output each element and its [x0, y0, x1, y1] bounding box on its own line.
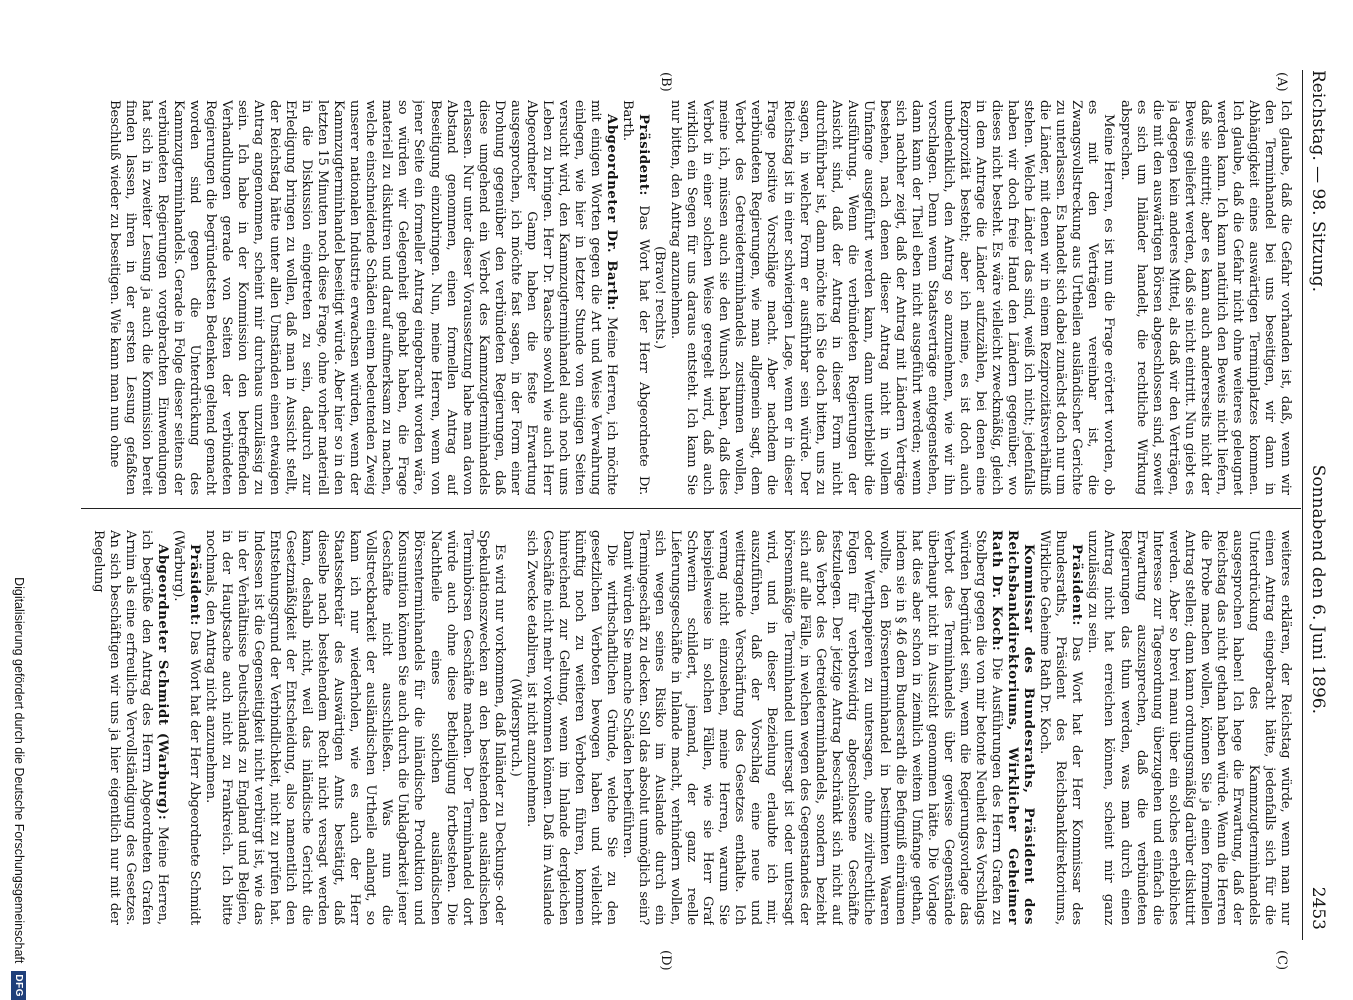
speech-text: Meine Herren, ich begrüße den Antrag des Herrn Abgeordneten Grafen Arnim als eine erfreuliche Vervollständigung des Gesetzes. An sich beschäftigen wir uns ja hier eigentlich nur mit der Regelung — [90, 530, 170, 925]
speaker-label: Abgeordneter Schmidt (Warburg): — [154, 544, 170, 821]
dfg-logo: DFG — [12, 971, 27, 1000]
speaker-label: Präsident: — [186, 544, 202, 627]
digitization-text: Digitalisierung gefördert durch die Deutsche Forschungsgemeinschaft — [12, 577, 26, 964]
margin-letter-d: (D) — [658, 950, 673, 971]
margin-letter-a: (A) — [1274, 72, 1289, 92]
right-column — [88, 530, 1293, 925]
paragraph: weiteres erklären, der Reichstag würde, wenn man nur einen Antrag eingebracht hätte, jedenfalls sich für die Unterdrückung des Kammzugterminhandels ausgesprochen haben! Ich hege die Erwartung, daß der Reichstag das nicht gethan haben würde. Wenn die Herren die Probe machen wollen, können Sie ja einen formellen Antrag stellen; dann kann ordnungsmäßig darüber diskutirt werden. Aber so brevi manu über ein solches erhebliches Interesse zur Tagesordnung überzugehen und einfach die Erwartung auszusprechen, daß die verbündeten Regierungen das thun werden, was man durch einen Antrag nicht hat erreichen können, scheint mir ganz unzulässig zu sein. — [1085, 530, 1293, 925]
speech-text: Das Wort hat der Herr Abgeordnete Dr. Barth. — [620, 100, 652, 495]
speaker-label: Präsident: — [1069, 544, 1085, 627]
speaker-paragraph — [170, 530, 202, 925]
speaker-label: Abgeordneter Dr. Barth: — [604, 114, 620, 311]
speech-text: Das Wort hat der Herr Kommissar des Bundesraths, Präsident des Reichsbankdirektoriums, Wirkliche Geheime Rath Dr. Koch. — [1037, 530, 1085, 925]
left-column — [88, 100, 1293, 495]
interjection: (Widerspruch.) — [507, 678, 523, 777]
speech-text: Das Wort hat der Herr Abgeordnete Schmidt (Warburg). — [170, 530, 202, 925]
speaker-paragraph — [619, 100, 651, 495]
running-head-left: Reichstag. — 98. Sitzung. — [1308, 70, 1328, 293]
speech-text: Meine Herren, ich möchte mit einigen Worten gegen die Art und Weise Verwahrung einlegen, wie hier in letzter Stunde von einigen Seiten versucht wird, den Kammzugterminhandel auch noch ums Leben zu bringen. Herr Dr. Paasche sowohl wie auch Herr Abgeordneter Gamp haben die feste Erwartung ausgesprochen, ich möchte fast sagen, in der Form einer Drohung gegenüber den verbündeten Regierungen, daß diese umgehend ein Verbot des Kammzugterminhandels erlassen. Nur unter dieser Voraussetzung habe man davon Abstand genommen, einen formellen Antrag auf Beseitigung einzubringen. Nun, meine Herren, wenn von jener Seite ein formeller Antrag eingebracht worden wäre, so würden wir Gelegenheit gehabt haben, die Frage materiell zu diskutiren und darauf aufmerksam zu machen, welche einschneidende Schäden einem bedeutenden Zweig unserer nationalen Industrie erwachsen würden, wenn der Kammzugterminhandel beseitigt würde. Aber hier so in den letzten 15 Minuten noch diese Frage, ohne vorher materiell in die Diskussion eingetreten zu sein, dadurch zur Erledigung bringen zu wollen, daß man in Aussicht stellt, der Reichstag hätte unter allen Umständen einen etwaigen Antrag angenommen, scheint mir durchaus unzulässig zu sein. Ich habe in der Kommission den betreffenden Verhandlungen gerade von Seiten der verbündeten Regierungen die begründetsten Bedenken geltend gemacht worden sind gegen die Unterdrückung des Kammzugterminhandels. Gerade in Folge dieser seitens der verbündeten Regierungen vorgebrachten Einwendungen hat sich in zweiter Lesung ja auch die Kommission bereit finden lassen, ihren in der ersten Lesung gefaßten Beschluß wieder zu beseitigen. Wie kann man nun ohne — [106, 100, 620, 495]
speaker-label: Kommissar des Bundesraths, Präsident des Reichsbankdirektoriums, Wirklicher Geheimer Rath Dr. Koch: — [989, 530, 1037, 925]
speaker-paragraph — [619, 530, 1036, 925]
paragraph: Die wirthschaftlichen Gründe, welche Sie zu den gesetzlichen Verboten bewogen haben und vielleicht künftig noch zu weiteren Verboten führen, kommen hinreichend zur Geltung, wenn im Inlande dergleichen Geschäfte nicht mehr vorkommen können. Daß im Auslande sich Zwecke etabliren, ist nicht anzunehmen. — [523, 530, 620, 925]
margin-letter-b: (B) — [658, 72, 673, 92]
speaker-paragraph — [1036, 530, 1084, 925]
margin-letter-c: (C) — [1274, 950, 1289, 971]
speaker-paragraph — [106, 100, 620, 495]
digitization-note — [7, 180, 31, 1000]
header-rule — [1302, 70, 1303, 940]
column-divider — [81, 508, 1301, 509]
paragraph: Es wird nur vorkommen, daß Inländer zu Deckungs- oder Spekulationszwecken an den bestehenden ausländischen Terminbörsen Geschäfte machen. Der Terminhandel dort würde auch ohne diese Betheiligung fortbestehen. Die Nachtheile eines solchen ausländischen Börsenterminhandels für die inländische Produktion und Konsumtion können Sie auch durch die Unklagbarkeit jener Geschäfte nicht ausschließen. Was nun die Vollstreckbarkeit der ausländischen Urtheile anlangt, so kann ich nur wiederholen, wie es auch der Herr Staatssekretär des Auswärtigen Amts bestätigt, daß dieselbe nach bestehendem Recht nicht versagt werden kann, deshalb nicht, weil das inländische Gericht die Gesetzmäßigkeit der Entscheidung, also namentlich den Entstehungsgrund der Verbindlichkeit, nicht zu prüfen hat. Indessen ist die Gegenseitigkeit nicht verbürgt ist, wie das in der Verhältnisse Deutschlands zu England und Belgien, in der Hauptsache auch nicht zu Frankreich. Ich bitte nochmals, den Antrag nicht anzunehmen. — [202, 530, 507, 925]
paragraph: Meine Herren, es ist nun die Frage erörtert worden, ob es mit den Verträgen vereinbar ist, die Zwangsvollstreckung aus Urtheilen ausländischer Gerichte zu unterlassen. Es handelt sich dabei zunächst doch nur um die Länder, mit denen wir in einem Reziprozitätsverhältniß stehen. Welche Länder das sind, weiß ich nicht; jedenfalls haben wir doch freie Hand den Ländern gegenüber, wo dieses nicht besteht. Es wäre vielleicht zweckmäßig, gleich in dem Antrage die Länder aufzuzählen, bei denen eine Reziprozität besteht; aber ich meine, es ist doch auch unbedenklich, den Antrag so anzunehmen, wie wir ihn vorschlagen. Denn wenn Staatsverträge entgegenstehen, dann kann der Theil eben nicht ausgeführt werden; wenn sich nachher zeigt, daß der Antrag mit Ländern Verträge bestehen, nach denen dieser Antrag nicht in vollem Umfange ausgeführt werden kann, dann unterbleibt die Ausführung. Wenn die verbündeten Regierungen der Ansicht sind, daß der Antrag in dieser Form nicht durchführbar ist, dann möchte ich Sie doch bitten, uns zu sagen, in welcher Form er ausführbar sein würde. Der Reichstag ist in einer schwierigen Lage, wenn er in dieser Frage positive Vorschläge macht. Aber nachdem die verbündeten Regierungen, wie man allgemein sagt, dem Verbot des Getreideterminhandels zustimmen wollen, meine ich, müssen auch sie den Wunsch haben, daß dies Verbot in einer solchen Weise geregelt wird, daß auch wirklich ein Segen für uns daraus entsteht. Ich kann Sie nur bitten, den Antrag anzunehmen. — [668, 100, 1117, 495]
speaker-label: Präsident: — [636, 114, 652, 197]
paragraph: Ich glaube, daß die Gefahr vorhanden ist, daß, wenn wir den Terminhandel bei uns beseitigen, wir dann in Abhängigkeit eines auswärtigen Terminplatzes kommen. Ich glaube, daß die Gefahr nicht ohne weiteres geleugnet werden kann. Ich kann natürlich den Beweis nicht liefern, daß sie eintritt; aber es kann auch andererseits nicht der Beweis geliefert werden, daß sie nicht eintritt. Nun giebt es ja dagegen kein anderes Mittel, als daß wir den Verträgen, die mit den auswärtigen Börsen abgeschlossen sind, soweit es sich um Inländer handelt, die rechtliche Wirkung absprechen. — [1117, 100, 1293, 495]
running-head — [1303, 70, 1333, 930]
speech-text: Die Ausführungen des Herrn Grafen zu Stolberg gegen die von mir betonte Neuheit des Vorschlags würden begründet sein, wenn die Regierungsvorlage das Verbot des Terminhandels über gewisse Gegenstände überhaupt nicht in Aussicht genommen hätte. Die Vorlage hat dies aber schon in ziemlich weitem Umfange gethan, indem sie in § 46 dem Bundesrath die Befugniß einräumen wollte, den Börsenterminhandel in bestimmten Waaren oder Werthpapieren zu untersagen, ohne zivilrechtliche Folgen für verbotswidrig abgeschlossene Geschäfte festzulegen. Der jetzige Antrag beschränkt sich nicht auf das Verbot des Getreideterminhandels, sondern bezieht sich auf alle Fälle, in welchen wegen des Gegenstandes der börsenmäßige Terminhandel untersagt ist oder untersagt wird, und in dieser Beziehung erlaubte ich mir, auszuführen, daß der Vorschlag eine neue und weittragende Verschärfung des Gesetzes enthalte. Ich vermag nicht einzusehen, meine Herren, warum Sie beispielsweise in solchen Fällen, wie sie Herr Graf Schwerin schildert, jemand, der ganz reelle Lieferungsgeschäfte in Inlande macht, verhindern wollen, sich wegen seines Risiko im Auslande durch ein Termingeschäft zu decken. Soll das absolut unmöglich sein? Damit würden Sie manche Schäden herbeiführen. — [620, 530, 1005, 925]
running-head-date: Sonnabend den 6. Juni 1896. — [1308, 464, 1328, 714]
page-number: 2453 — [1308, 886, 1328, 930]
speaker-paragraph — [89, 530, 169, 925]
interjection: (Bravo! rechts.) — [652, 246, 668, 349]
